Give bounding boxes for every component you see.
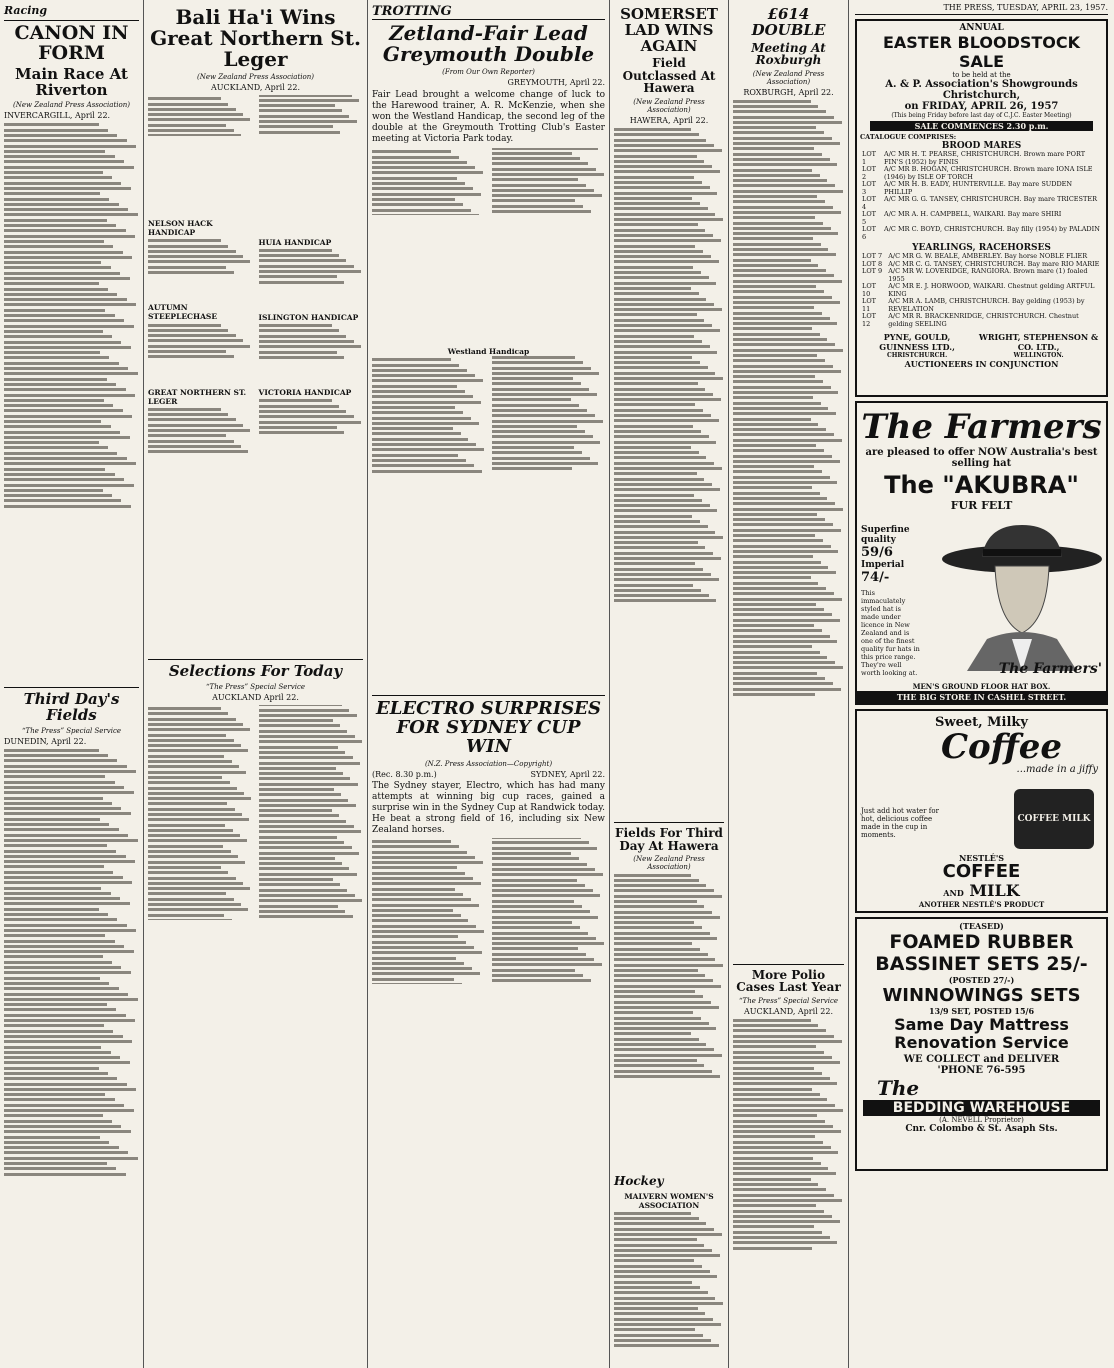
ad-copy: Just add hot water for hot, delicious coffee made in the cup in moments. — [861, 807, 939, 839]
lot-row: LOT 9 A/C MR W. LOVERIDGE, RANGIORA. Brown mare (1) foaled 1955 — [862, 267, 1088, 283]
column-roxburgh — [729, 0, 848, 1368]
ad-line: Same Day Mattress Renovation Service — [894, 1015, 1069, 1052]
lot-row: LOT 1 A/C MR H. T. PEARSE, CHRISTCHURCH. Brown mare PORT FIN'S (1952) by FINIS — [862, 150, 1086, 166]
subheadline: Fields For Third Day At Hawera — [615, 826, 723, 853]
dateline: DUNEDIN, April 22. — [4, 736, 87, 746]
dateline: SYDNEY, April 22. — [530, 769, 605, 779]
dateline: INVERCARGILL, April 22. — [4, 111, 111, 121]
subheadline: Main Race At Riverton — [15, 64, 128, 99]
grade-label: Superfine quality — [861, 525, 910, 545]
ad-text: (TEASED) — [959, 921, 1004, 931]
credit: (New Zealand Press Association) — [13, 101, 130, 110]
bedding-warehouse-ad — [855, 917, 1108, 1171]
ad-mares: BROOD MARES — [941, 141, 1022, 151]
credit: (New Zealand Press Association) — [752, 69, 825, 86]
department: MEN'S GROUND FLOOR HAT BOX. — [912, 682, 1051, 691]
store-line: THE BIG STORE IN CASHEL STREET. — [857, 691, 1106, 703]
credit: “The Press” Special Service — [21, 726, 122, 735]
race-title: NELSON HACK HANDICAP — [148, 219, 213, 237]
headline: ELECTRO SURPRISES FOR SYDNEY CUP WIN — [375, 698, 601, 757]
coffee-tin-illustration: COFFEE MILK — [1014, 789, 1094, 849]
ad-yearlings: YEARLINGS, RACEHORSES — [912, 243, 1051, 253]
ad-line: FOAMED RUBBER — [889, 931, 1074, 953]
article-body — [372, 356, 605, 691]
received-time: (Rec. 8.30 p.m.) — [372, 769, 437, 779]
column-racing — [0, 0, 143, 1368]
headline: Bali Ha'i Wins Great Northern St. Leger — [150, 5, 361, 71]
credit: “The Press” Special Service — [738, 996, 839, 1005]
article-body — [4, 749, 139, 1368]
dateline-row — [372, 770, 605, 779]
race-title: ISLINGTON HANDICAP — [258, 312, 359, 322]
race-title: HUIA HANDICAP — [258, 237, 332, 247]
article-body — [372, 148, 605, 343]
credit: (New Zealand Press Association) — [197, 73, 314, 81]
race-title: AUTUMN STEEPLECHASE — [148, 303, 218, 322]
selections-heading: Selections For Today — [168, 662, 343, 680]
lot-row: LOT 12 A/C MR R. BRACKENRIDGE, CHRISTCHURCH. Chestnut gelding SEELING — [862, 312, 1079, 328]
ad-line: WINNOWINGS SETS — [882, 985, 1081, 1006]
credit: (N.Z. Press Association—Copyright) — [424, 759, 553, 768]
ad-phone: 'PHONE 76-595 — [937, 1065, 1026, 1076]
ad-venue: A. & P. Association's Showgrounds — [885, 79, 1078, 90]
price: 74/- — [861, 570, 890, 585]
product-type: FUR FELT — [950, 499, 1013, 512]
lead-paragraph: The Sydney stayer, Electro, which has had many attempts at winning big cup races, gained a surprise win in the Sydney Cup at Randwick today. He beat a strong field of 16, including six New Zealand horses. — [372, 780, 605, 835]
ad-logo-the: The — [877, 1076, 920, 1100]
article-body — [372, 838, 605, 1258]
farmers-hat-ad — [855, 401, 1108, 705]
credit: (New Zealand Press Association) — [633, 98, 705, 115]
product-name: The "AKUBRA" — [884, 471, 1079, 499]
column-trotting — [368, 0, 609, 1368]
ad-annual: ANNUAL — [959, 23, 1004, 33]
section-label: Racing — [4, 4, 48, 17]
lots-table — [860, 253, 1103, 328]
lot-row: LOT 4 A/C MR G. G. TANSEY, CHRISTCHURCH. Bay mare TRICESTER — [862, 195, 1097, 211]
subheading: MALVERN WOMEN'S ASSOCIATION — [624, 1191, 714, 1210]
lot-row: LOT 10 A/C MR E. J. HORWOOD, WAIKARI. Chestnut gelding ARTFUL KING — [862, 282, 1095, 298]
lot-row: LOT 11 A/C MR A. LAMB, CHRISTCHURCH. Bay gelding (1953) by REVELATION — [862, 297, 1085, 313]
dateline: AUCKLAND, April 22. — [210, 83, 301, 92]
ad-milk: MILK — [969, 881, 1020, 900]
masthead-line: THE PRESS, TUESDAY, APRIL 23, 1957. — [855, 3, 1108, 15]
section-label: Hockey — [614, 1173, 664, 1188]
article-body — [733, 1019, 844, 1359]
lot-row: LOT 7 A/C MR G. W. BEALE, AMBERLEY. Bay horse NOBLE FLIER — [862, 252, 1088, 260]
agent-name: WRIGHT, STEPHENSON & CO. LTD., — [978, 332, 1099, 352]
article-body — [614, 874, 724, 1174]
ad-text: CATALOGUE COMPRISES: — [860, 133, 957, 141]
lead-paragraph: Fair Lead brought a welcome change of luck to the Harewood trainer, A. R. McKenzie, when she won the Westland Handicap, the second leg of the double at the Greymouth Trotting Club's Easter meeting at Victoria Park today. — [372, 90, 605, 144]
agent-city: CHRISTCHURCH. — [886, 352, 948, 359]
ad-text: (A. NEVELL Proprietor) — [939, 1116, 1024, 1124]
dateline: AUCKLAND April 22. — [212, 692, 299, 702]
coffee-script: Coffee — [940, 727, 1063, 767]
credit: (From Our Own Reporter) — [442, 68, 535, 76]
lot-row: LOT 5 A/C MR A. H. CAMPBELL, WAIKARI. Bay mare SHIRI — [862, 210, 1062, 226]
price: 59/6 — [861, 545, 893, 560]
lot-row: LOT 2 A/C MR B. HOGAN, CHRISTCHURCH. Brown mare IONA ISLE (1946) by ISLE OF TORCH — [862, 165, 1093, 181]
race-results — [148, 215, 363, 655]
grade-label: Imperial — [861, 560, 905, 570]
section-label: TROTTING — [372, 4, 605, 20]
auctioneers: AUCTIONEERS IN CONJUNCTION — [904, 359, 1059, 369]
column-advertisements — [849, 0, 1114, 1368]
ad-start: SALE COMMENCES 2.30 p.m. — [870, 121, 1093, 131]
brand-logo: The Farmers — [861, 407, 1102, 447]
subheadline: More Polio Cases Last Year — [736, 967, 841, 995]
ad-product: COFFEE — [942, 861, 1021, 882]
subheading: Westland Handicap — [447, 347, 530, 356]
ad-line: BASSINET SETS 25/- — [875, 953, 1088, 975]
subheadline: Meeting At Roxburgh — [751, 40, 826, 68]
dateline: AUCKLAND, April 22. — [743, 1006, 834, 1016]
race-title: GREAT NORTHERN ST. LEGER — [148, 387, 247, 406]
bloodstock-sale-ad — [855, 19, 1108, 397]
ad-brand: NESTLÉ'S — [958, 853, 1005, 863]
column-hawera — [610, 0, 728, 1368]
brand-signature: The Farmers' — [998, 661, 1102, 677]
nestle-coffee-ad — [855, 709, 1108, 913]
ad-and: AND — [943, 888, 964, 898]
credit: “The Press” Special Service — [205, 682, 306, 691]
agent-city: WELLINGTON. — [1013, 352, 1064, 359]
race-title: VICTORIA HANDICAP — [258, 388, 352, 398]
article-body — [148, 705, 363, 1325]
dateline: HAWERA, April 22. — [629, 116, 709, 126]
article-body — [733, 100, 844, 960]
ad-text: to be held at the — [952, 71, 1011, 79]
ad-product-milk — [857, 881, 1106, 900]
ad-tagline: ...made in a jiffy — [1016, 764, 1098, 775]
agents — [860, 332, 1103, 359]
ad-text: 13/9 SET, POSTED 15/6 — [928, 1006, 1035, 1016]
lot-row: LOT 6 A/C MR C. BOYD, CHRISTCHURCH. Bay filly (1954) by PALADIN — [862, 225, 1100, 241]
ad-copy: This immaculately styled hat is made under licence in New Zealand and is one of the finest quality fur hats in this price range. They're well worth looking at. — [861, 589, 920, 677]
agent-name: PYNE, GOULD, GUINNESS LTD., — [879, 332, 955, 352]
headline: SOMERSET LAD WINS AGAIN — [620, 5, 718, 55]
headline: Zetland-Fair Lead Greymouth Double — [382, 21, 595, 66]
ad-business-name: BEDDING WAREHOUSE — [863, 1100, 1100, 1116]
headline: CANON IN FORM — [4, 20, 139, 64]
lot-row: LOT 3 A/C MR H. B. EADY, HUNTERVILLE. Bay mare SUDDEN PHILLIP — [862, 180, 1073, 196]
article-body — [148, 95, 363, 215]
lot-row: LOT 8 A/C MR C. G. TANSEY, CHRISTCHURCH. Bay mare RIO MARIE — [862, 259, 1100, 268]
ad-text: WE COLLECT and DELIVER — [903, 1054, 1060, 1065]
article-body — [4, 123, 139, 683]
subheadline: Field Outclassed At Hawera — [622, 56, 716, 96]
ad-footer: ANOTHER NESTLÉ'S PRODUCT — [918, 900, 1045, 909]
ad-city: Christchurch, — [942, 90, 1021, 101]
article-body — [614, 1212, 724, 1368]
article-body — [614, 128, 724, 818]
ad-head: Sweet, Milky — [934, 715, 1028, 730]
credit: (New Zealand Press Association) — [633, 855, 705, 872]
subheadline: Third Day's Fields — [23, 690, 120, 725]
ad-text: (POSTED 27/-) — [948, 975, 1015, 985]
lots-table — [860, 151, 1103, 241]
dateline: ROXBURGH, April 22. — [743, 87, 834, 97]
ad-title: EASTER BLOODSTOCK SALE — [882, 33, 1081, 71]
column-st-leger — [144, 0, 367, 1368]
ad-date: on FRIDAY, APRIL 26, 1957 — [904, 101, 1059, 112]
price-panel — [861, 525, 921, 677]
ad-tagline: are pleased to offer NOW Australia's best selling hat — [865, 447, 1098, 469]
dateline: GREYMOUTH, April 22. — [507, 78, 605, 87]
headline: £614 DOUBLE — [751, 5, 826, 39]
ad-note: (This being Friday before last day of C.J.C. Easter Meeting) — [891, 112, 1072, 119]
ad-address: Cnr. Colombo & St. Asaph Sts. — [905, 1124, 1058, 1134]
man-with-hat-illustration — [927, 521, 1107, 671]
